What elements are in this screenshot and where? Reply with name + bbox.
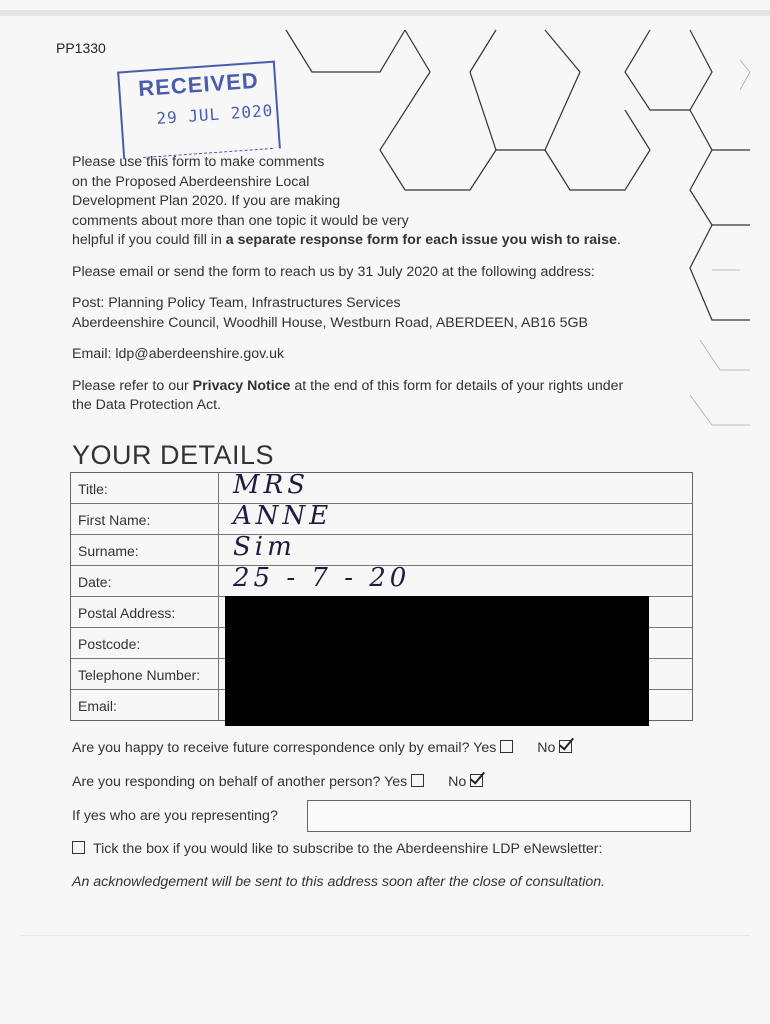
stamp-date: 29 JUL 2020 <box>155 100 274 128</box>
privacy-line: the Data Protection Act. <box>72 397 222 413</box>
intro-line: on the Proposed Aberdeenshire Local <box>72 173 310 190</box>
intro-text-run: helpful if you could fill in <box>72 232 226 248</box>
question-text: Are you responding on behalf of another person? <box>72 774 381 790</box>
table-row <box>71 532 692 566</box>
email-only-yes-checkbox[interactable] <box>500 740 513 753</box>
intro-paragraph-1 <box>72 153 712 251</box>
handwritten-first-name: ANNE <box>233 501 333 531</box>
redaction-block <box>225 596 649 726</box>
handwritten-surname: Sim <box>233 532 296 562</box>
post-line: Aberdeenshire Council, Woodhill House, Westburn Road, ABERDEEN, AB16 5GB <box>72 314 589 331</box>
table-row <box>71 501 692 535</box>
telephone-label: Telephone Number: <box>71 659 219 689</box>
intro-line: Please use this form to make comments <box>72 154 325 170</box>
date-field[interactable] <box>219 563 692 596</box>
email-only-no-checkbox[interactable] <box>559 740 572 753</box>
email-text: Email: ldp@aberdeenshire.gov.uk <box>72 346 285 362</box>
yes-label: Yes <box>473 740 497 756</box>
newsletter-checkbox[interactable] <box>72 841 85 854</box>
post-line: Post: Planning Policy Team, Infrastructures Services <box>72 295 401 311</box>
on-behalf-no-checkbox[interactable] <box>470 774 483 787</box>
received-stamp <box>117 61 281 160</box>
privacy-text-run: Please refer to our <box>72 377 193 394</box>
postal-address-text <box>72 294 712 333</box>
on-behalf-yes-checkbox[interactable] <box>411 774 424 787</box>
scan-edge-bar <box>0 10 770 16</box>
privacy-text-run: at the end of this form for details of your rights under <box>290 377 624 394</box>
postcode-label: Postcode: <box>71 628 219 658</box>
intro-line <box>72 231 712 251</box>
acknowledgement-text: An acknowledgement will be sent to this address soon after the close of consultation. <box>72 874 606 890</box>
form-reference: PP1330 <box>56 40 106 56</box>
title-field[interactable] <box>219 470 692 503</box>
on-behalf-question <box>72 774 483 790</box>
date-label: Date: <box>71 566 219 596</box>
no-label: No <box>448 774 467 790</box>
table-row <box>71 470 692 504</box>
representing-input[interactable] <box>307 800 691 832</box>
page-divider <box>20 935 750 936</box>
no-label: No <box>537 740 556 756</box>
intro-bold-run: a separate response form for each issue you wish to raise <box>225 232 617 248</box>
newsletter-row <box>72 841 602 857</box>
email-label: Email: <box>71 690 219 720</box>
newsletter-text: Tick the box if you would like to subscribe to the Aberdeenshire LDP eNewsletter: <box>93 841 603 857</box>
handwritten-title: MRS <box>233 470 310 500</box>
postal-address-label: Postal Address: <box>71 597 219 627</box>
intro-text-run: . <box>616 232 621 248</box>
intro-text <box>72 153 712 416</box>
table-row <box>71 563 692 597</box>
email-only-question <box>72 740 572 756</box>
surname-field[interactable] <box>219 532 692 565</box>
stamp-title: RECEIVED <box>137 67 260 102</box>
surname-label: Surname: <box>71 535 219 565</box>
intro-line: Development Plan 2020. If you are making <box>72 193 341 209</box>
handwritten-date: 25 - 7 - 20 <box>233 563 411 593</box>
deadline-text: Please email or send the form to reach us by 31 July 2020 at the following address: <box>72 263 595 280</box>
title-label: Title: <box>71 473 219 503</box>
question-text: Are you happy to receive future correspondence only by email? <box>72 740 470 756</box>
privacy-notice-link: Privacy Notice <box>192 377 291 394</box>
privacy-text <box>72 377 712 416</box>
representing-label: If yes who are you representing? <box>72 808 278 824</box>
intro-line: comments about more than one topic it would be very <box>72 212 409 229</box>
yes-label: Yes <box>384 774 408 790</box>
first-name-field[interactable] <box>219 501 692 534</box>
privacy-line <box>72 377 712 397</box>
first-name-label: First Name: <box>71 504 219 534</box>
your-details-heading: YOUR DETAILS <box>72 440 275 470</box>
